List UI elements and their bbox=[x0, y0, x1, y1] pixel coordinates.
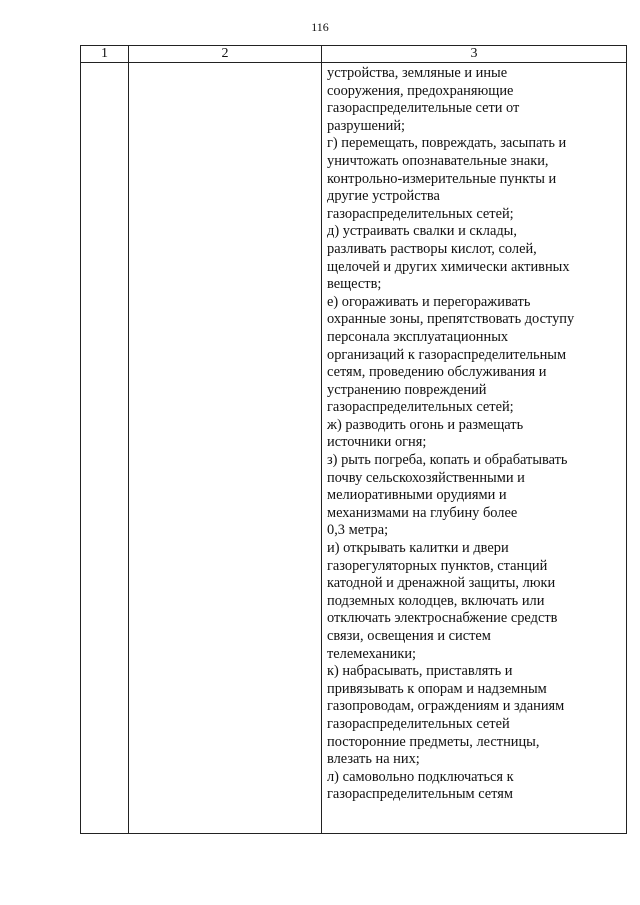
text-line: сооружения, предохраняющие bbox=[327, 82, 514, 99]
text-line: газораспределительных сетей bbox=[327, 715, 510, 732]
text-line: и) открывать калитки и двери bbox=[327, 540, 509, 557]
text-line: почву сельскохозяйственными и bbox=[327, 469, 525, 486]
column-header-1: 1 bbox=[81, 46, 129, 63]
column-header-2: 2 bbox=[129, 46, 322, 63]
prohibitions-text bbox=[322, 63, 626, 804]
text-line: ж) разводить огонь и размещать bbox=[327, 416, 524, 433]
cell-column-2 bbox=[129, 63, 322, 834]
column-header-3: 3 bbox=[322, 46, 627, 63]
text-line: мелиоративными орудиями и bbox=[327, 487, 507, 504]
text-line: влезать на них; bbox=[327, 751, 420, 768]
page-number: 116 bbox=[311, 20, 329, 34]
text-line: устройства, земляные и иные bbox=[327, 65, 508, 81]
text-line: з) рыть погреба, копать и обрабатывать bbox=[327, 452, 568, 469]
table-row bbox=[81, 63, 627, 834]
cell-column-3 bbox=[322, 63, 627, 834]
cell-column-1 bbox=[81, 63, 129, 834]
text-line: посторонние предметы, лестницы, bbox=[327, 733, 540, 750]
text-line: газорегуляторных пунктов, станций bbox=[327, 557, 548, 574]
table-header-row bbox=[81, 46, 627, 63]
text-line: д) устраивать свалки и склады, bbox=[327, 223, 517, 240]
text-line: охранные зоны, препятствовать доступу bbox=[327, 311, 575, 328]
text-line: контрольно-измерительные пункты и bbox=[327, 170, 557, 187]
text-line: газораспределительные сети от bbox=[327, 100, 520, 117]
text-line: катодной и дренажной защиты, люки bbox=[327, 575, 556, 592]
regulation-table bbox=[80, 45, 627, 834]
text-line: механизмами на глубину более bbox=[327, 504, 518, 521]
text-line: е) огораживать и перегораживать bbox=[327, 293, 531, 310]
text-line: связи, освещения и систем bbox=[327, 628, 491, 644]
text-line: газораспределительных сетей; bbox=[327, 399, 514, 416]
text-line: персонала эксплуатационных bbox=[327, 328, 509, 345]
text-line: щелочей и других химически активных bbox=[327, 258, 570, 275]
text-line: источники огня; bbox=[327, 434, 427, 451]
text-line: устранению повреждений bbox=[327, 381, 487, 398]
text-line: организаций к газораспределительным bbox=[327, 346, 567, 363]
text-line: другие устройства bbox=[327, 188, 440, 205]
text-line: газопроводам, ограждениям и зданиям bbox=[327, 698, 565, 715]
text-line: привязывать к опорам и надземным bbox=[327, 680, 547, 697]
text-line: отключать электроснабжение средств bbox=[327, 610, 558, 627]
text-line: г) перемещать, повреждать, засыпать и bbox=[327, 135, 567, 152]
text-line: газораспределительным сетям bbox=[327, 786, 514, 803]
text-line: сетям, проведению обслуживания и bbox=[327, 364, 547, 381]
text-line: уничтожать опознавательные знаки, bbox=[327, 152, 549, 169]
text-line: газораспределительных сетей; bbox=[327, 205, 514, 222]
text-line: л) самовольно подключаться к bbox=[327, 768, 514, 785]
text-line: веществ; bbox=[327, 276, 382, 293]
text-line: телемеханики; bbox=[327, 645, 417, 662]
text-line: разрушений; bbox=[327, 117, 406, 134]
text-line: подземных колодцев, включать или bbox=[327, 592, 545, 609]
text-line: к) набрасывать, приставлять и bbox=[327, 663, 513, 680]
text-line: 0,3 метра; bbox=[327, 522, 389, 539]
text-line: разливать растворы кислот, солей, bbox=[327, 240, 537, 257]
